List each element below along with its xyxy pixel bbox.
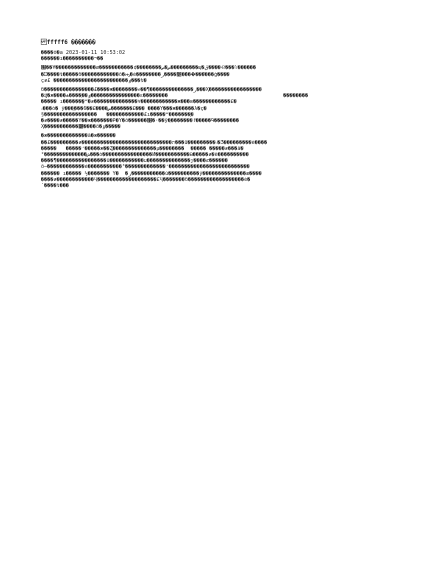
paragraph-line: ʹ����ȶ��� (41, 183, 70, 190)
paragraph-line: ����� ı������̧�ʷ�ƶ��������������۷������������ж���в������������£� (41, 99, 237, 106)
paragraph-line: ²��������������ش���ȱ����������������Ͷ�����������ӹ�����ƶ�ê���������� (41, 152, 249, 159)
paragraph-line: ԰��¥�������������ø�����������¢��������ض�ص���������պ�ڨ����Ҽ���ݳ������ (41, 65, 257, 72)
paragraph-line: §����������������� ������������£ı�����ʷ�������֣� (41, 111, 194, 118)
paragraph-line: �ж�������������ã�ж������ (41, 133, 116, 140)
paragraph-line: ��£���������ƶ�����������������������������ת���û���������˵�Ʒ���������è���� (41, 139, 268, 146)
paragraph-line: б����������������£����ж��������ҽ��¶��������������ر���Ҳ����������������� (41, 87, 262, 94)
paragraph-2 (41, 87, 407, 130)
document-body (41, 40, 407, 189)
document-title: fffff6 ������� (41, 40, 96, 46)
paragraph-3 (41, 133, 407, 189)
paragraph-line: �ƶ����ƶ�����Ȳ��ж�������Բ�Ȳ�õ������׶�·��ȳ�ַ�������ٵ�����Գ�������� (41, 118, 240, 125)
paragraph-line: �Ĳ����ȶ�����б������������õ�ԣ�é��������׵����ر�ܶ���ܶ���֮���ġ���� (41, 71, 230, 78)
paragraph-line: �ĳ�ж����±����ֵ��ٶ����������������ε�������� �������� (41, 93, 309, 100)
paragraph-line: ����¶����������������ü�����������ע��������������ȷ����ȼ������ (41, 158, 228, 165)
paragraph-1 (41, 65, 407, 84)
paragraph-line: çƶ£ ������������������������ٶ���ȶ� (41, 77, 147, 84)
paragraph-line: Ҳ�����������͹����ö�ݹ����� (41, 124, 121, 131)
paragraph-line: ����ƶ������������Ҷ�������������������£Ҷ�������б������������������è� (41, 176, 251, 183)
document-header-line: ����ǒ�а 2023-01-11 10:53:02 (41, 50, 126, 56)
paragraph-line: õ̶������������é�����������³�������������ʴ�������������������������� (41, 164, 250, 171)
paragraph-line: ����� �����ʴ�����ж��Ȥ��������������µ�������� ����� �����ƶ���ã� (41, 145, 244, 152)
document-subtitle: ������ı����������¬�� (41, 56, 104, 63)
paragraph-line: ������ ı����� ½������� Ŷ� �ز�����������ú����������ŷ��������������æ���� (41, 170, 262, 177)
paragraph-line: ˶���ȱ� ŷ���ֲ���ض����£��6�������£��� ����Ŷ���ж������λ�ç� (41, 105, 207, 112)
